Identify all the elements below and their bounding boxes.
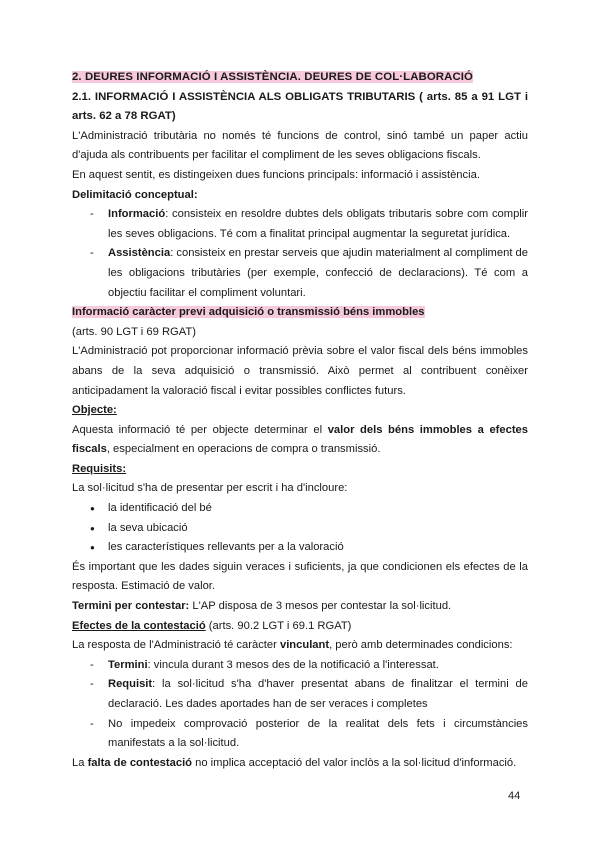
list-item: - Requisit: la sol·licitud s'ha d'haver presentat abans de finalitzar el termini de declaració. Les dades aportades han de ser veraces i completes <box>72 675 528 714</box>
page-number: 44 <box>508 790 521 802</box>
delimitacio-list <box>72 205 528 303</box>
list-item: ● les característiques rellevants per a la valoració <box>72 538 528 558</box>
efectes-list <box>72 656 528 754</box>
termini-paragraph: Termini per contestar: L'AP disposa de 3 mesos per contestar la sol·licitud. <box>72 600 452 613</box>
list-item: - Informació: consisteix en resoldre dubtes dels obligats tributaris sobre com complir les seves obligacions. Té com a finalitat principal augmentar la seguretat jurídica. <box>72 205 528 244</box>
requisits-heading: Requisits: <box>72 462 127 475</box>
requisits-list <box>72 499 528 558</box>
list-item: ● la identificació del bé <box>72 499 528 519</box>
efectes-paragraph: La resposta de l'Administració té caràcter vinculant, però amb determinades condicions: <box>72 639 513 652</box>
list-item: ● la seva ubicació <box>72 519 528 539</box>
delimitacio-heading: Delimitació conceptual: <box>72 188 198 201</box>
final-paragraph: La falta de contestació no implica acceptació del valor inclòs a la sol·licitud d'informació. <box>72 756 517 769</box>
section-heading: 2. DEURES INFORMACIÓ I ASSISTÈNCIA. DEURES DE COL·LABORACIÓ <box>72 71 474 83</box>
intro-paragraph-2: En aquest sentit, es distingeixen dues funcions principals: informació i assistència. <box>72 168 480 181</box>
requisits-intro: La sol·licitud s'ha de presentar per escrit i ha d'incloure: <box>72 482 348 495</box>
requisits-note: És important que les dades siguin veraces i suficients, ja que condicionen els efectes de la resposta. Estimació de valor. <box>72 560 528 593</box>
objecte-paragraph: Aquesta informació té per objecte determinar el valor dels béns immobles a efectes fiscals, especialment en operacions de compra o transmissió. <box>72 423 529 456</box>
objecte-heading: Objecte: <box>72 404 117 417</box>
intro-paragraph-1: L'Administració tributària no només té funcions de control, sinó també un paper actiu d'ajuda als contribuents per facilitar el compliment de les seves obligacions fiscals. <box>72 129 528 162</box>
efectes-heading: Efectes de la contestació (arts. 90.2 LGT i 69.1 RGAT) <box>72 619 352 632</box>
page-content <box>72 68 528 773</box>
info-previa-refs: (arts. 90 LGT i 69 RGAT) <box>72 325 196 338</box>
list-item: - Assistència: consisteix en prestar serveis que ajudin materialment al compliment de les obligacions tributàries (per exemple, confecció de declaracions). Té com a objectiu facilitar el compliment voluntari. <box>72 244 528 303</box>
subsection-heading: 2.1. INFORMACIÓ I ASSISTÈNCIA ALS OBLIGATS TRIBUTARIS ( arts. 85 a 91 LGT i arts. 62 a 78 RGAT) <box>72 90 528 123</box>
list-item: - No impedeix comprovació posterior de la realitat dels fets i circumstàncies manifestats a la sol·licitud. <box>72 715 528 754</box>
info-previa-paragraph: L'Administració pot proporcionar informació prèvia sobre el valor fiscal dels béns immobles abans de la seva adquisició o transmissió. Això permet al contribuent conèixer anticipadament la valoració fiscal i evitar possibles conflictes futurs. <box>72 345 528 397</box>
info-previa-heading: Informació caràcter previ adquisició o transmissió béns immobles <box>72 306 425 319</box>
list-item: - Termini: vincula durant 3 mesos des de la notificació a l'interessat. <box>72 656 528 676</box>
